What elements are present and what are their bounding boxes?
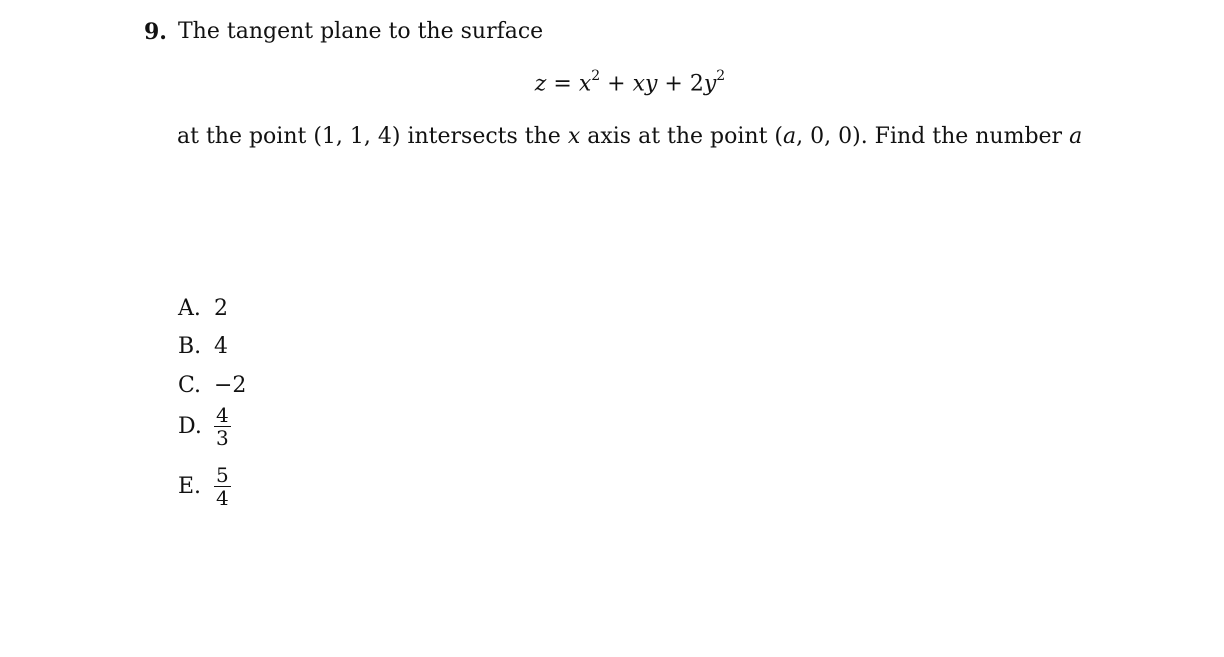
problem-intro: The tangent plane to the surface <box>178 19 544 44</box>
choice-letter: C. <box>178 373 202 398</box>
eq-equals: = <box>546 71 579 97</box>
choice-e[interactable] <box>178 465 231 508</box>
choice-fraction <box>214 405 231 448</box>
eq-plus2: + 2 <box>657 71 704 97</box>
choice-letter: D. <box>178 414 202 439</box>
choice-value: 2 <box>214 296 228 321</box>
choice-b[interactable] <box>178 334 228 359</box>
question-var-x: x <box>567 124 581 149</box>
eq-lhs: z <box>534 71 547 97</box>
choice-a[interactable] <box>178 296 228 321</box>
fraction-numerator: 4 <box>216 403 229 427</box>
eq-term3: y <box>703 71 717 97</box>
choice-d[interactable] <box>178 405 231 448</box>
eq-term2: xy <box>632 71 658 97</box>
problem-number: 9. <box>144 19 167 45</box>
choice-letter: E. <box>178 474 202 499</box>
eq-term1: x <box>578 71 592 97</box>
problem-question <box>177 124 1082 149</box>
question-var-a1: a <box>783 124 797 149</box>
question-part2: axis at the point ( <box>580 124 784 149</box>
fraction-numerator: 5 <box>216 463 229 487</box>
surface-equation <box>0 70 1224 96</box>
choice-value: −2 <box>214 373 247 398</box>
question-part3: , 0, 0). Find the number <box>796 124 1070 149</box>
choice-letter: B. <box>178 334 202 359</box>
fraction-denominator: 3 <box>216 426 229 450</box>
question-var-a2: a <box>1069 124 1083 149</box>
eq-term1-exp: 2 <box>591 68 601 84</box>
fraction-denominator: 4 <box>216 486 229 510</box>
choice-c[interactable] <box>178 373 246 398</box>
choice-fraction <box>214 465 231 508</box>
eq-plus1: + <box>600 71 633 97</box>
eq-term3-exp: 2 <box>716 68 726 84</box>
question-part1: at the point (1, 1, 4) intersects the <box>177 124 568 149</box>
choice-value: 4 <box>214 334 228 359</box>
choice-letter: A. <box>178 296 201 321</box>
